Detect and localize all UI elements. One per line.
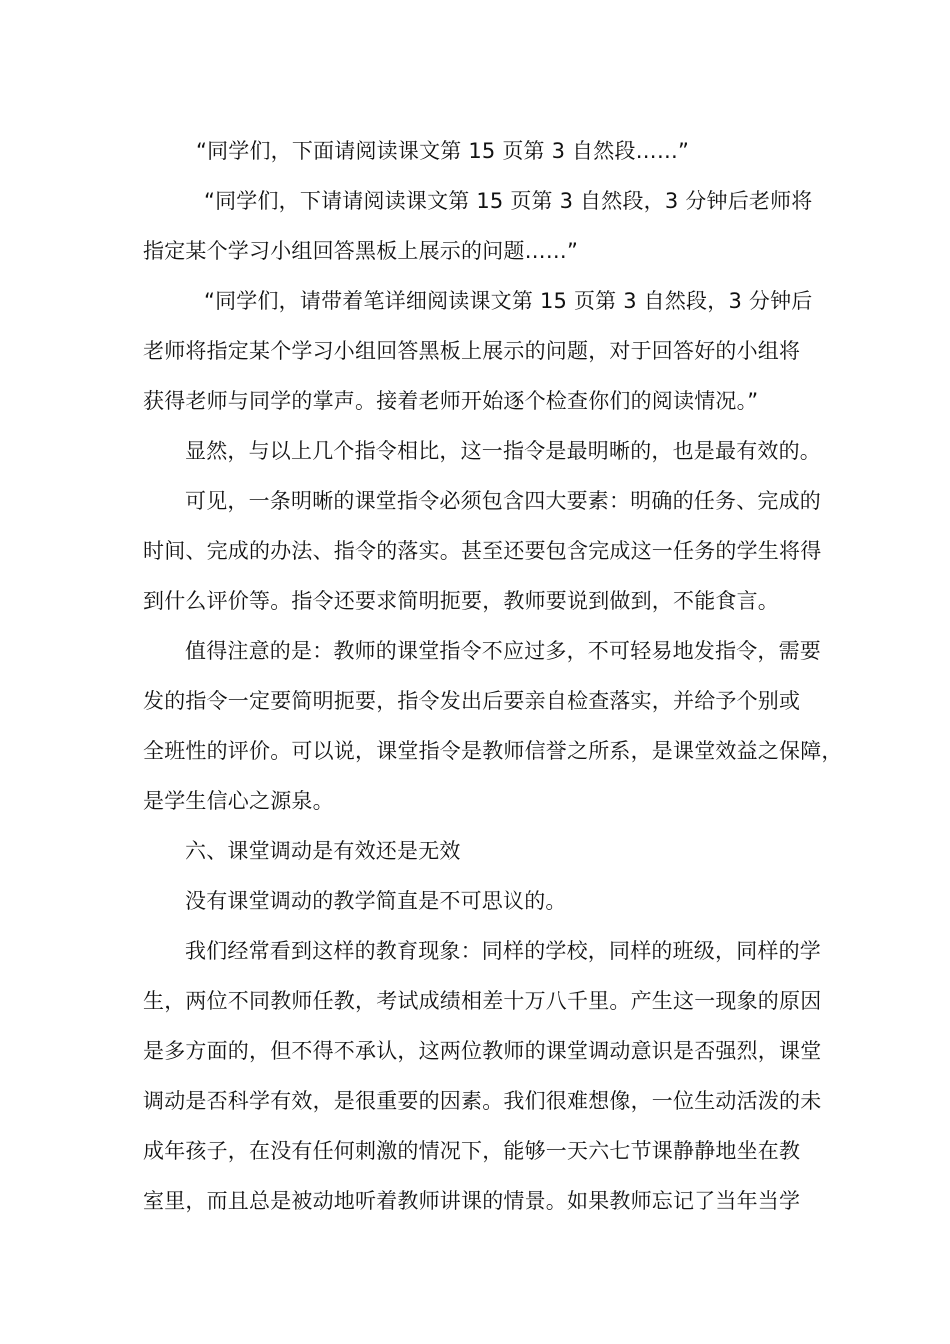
text-line: 没有课堂调动的教学简直是不可思议的。	[185, 889, 567, 913]
section-heading: 六、课堂调动是有效还是无效	[185, 839, 461, 863]
text-line: 室里，而且总是被动地听着教师讲课的情景。如果教师忘记了当年当学	[143, 1189, 801, 1213]
text-line: 全班性的评价。可以说，课堂指令是教师信誉之所系，是课堂效益之保障，	[143, 739, 843, 763]
text-line: 显然，与以上几个指令相比，这一指令是最明晰的，也是最有效的。	[185, 439, 821, 463]
text-line: 老师将指定某个学习小组回答黑板上展示的问题，对于回答好的小组将	[143, 339, 801, 363]
text-line: 是多方面的，但不得不承认，这两位教师的课堂调动意识是否强烈，课堂	[143, 1039, 822, 1063]
text-line: “同学们，下面请阅读课文第 15 页第 3 自然段……”	[196, 139, 690, 163]
text-line: 成年孩子，在没有任何刺激的情况下，能够一天六七节课静静地坐在教	[143, 1139, 801, 1163]
text-line: 指定某个学习小组回答黑板上展示的问题……”	[143, 239, 579, 263]
text-line: 我们经常看到这样的教育现象：同样的学校，同样的班级，同样的学	[185, 939, 821, 963]
text-line: “同学们，请带着笔详细阅读课文第 15 页第 3 自然段，3 分钟后	[204, 289, 813, 313]
text-line: 是学生信心之源泉。	[143, 789, 334, 813]
text-line: 可见，一条明晰的课堂指令必须包含四大要素：明确的任务、完成的	[185, 489, 821, 513]
text-line: 时间、完成的办法、指令的落实。甚至还要包含完成这一任务的学生将得	[143, 539, 822, 563]
text-line: 值得注意的是：教师的课堂指令不应过多，不可轻易地发指令，需要	[185, 639, 821, 663]
text-line: 获得老师与同学的掌声。接着老师开始逐个检查你们的阅读情况。”	[143, 389, 759, 413]
text-line: 调动是否科学有效，是很重要的因素。我们很难想像，一位生动活泼的未	[143, 1089, 822, 1113]
text-line: 发的指令一定要简明扼要，指令发出后要亲自检查落实，并给予个别或	[143, 689, 801, 713]
text-line: 生，两位不同教师任教，考试成绩相差十万八千里。产生这一现象的原因	[143, 989, 822, 1013]
text-line: “同学们，下请请阅读课文第 15 页第 3 自然段，3 分钟后老师将	[204, 189, 813, 213]
text-line: 到什么评价等。指令还要求简明扼要，教师要说到做到，不能食言。	[143, 589, 779, 613]
